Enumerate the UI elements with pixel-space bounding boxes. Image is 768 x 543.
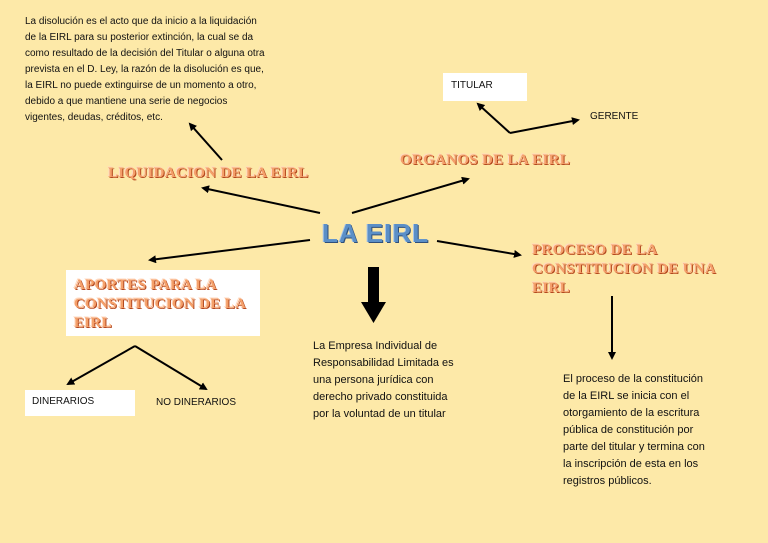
liquidacion-description: La disolución es el acto que da inicio a la liquidación de la EIRL para su posterior extinción, la cual se da como resultado de la decisión del Titular o alguna otra prevista en el D. Ley, la razón de la disolución es que, la EIRL no puede extinguirse de un momento a otro, debido a que mantiene una serie de negocios vigentes, deudas, créditos, etc. bbox=[25, 16, 265, 123]
arrow-to-liquidacion-text bbox=[190, 124, 222, 160]
proceso-description: El proceso de la constitución de la EIRL se inicia con el otorgamiento de la escritura pública de constitución por parte del titular y termina con la inscripción de esta en los registros públicos. bbox=[563, 373, 705, 487]
arrow-to-dinerarios bbox=[68, 346, 135, 384]
aportes-box bbox=[66, 270, 260, 336]
aportes-heading: APORTES PARA LA CONSTITUCION DE LA EIRL bbox=[74, 277, 246, 331]
arrow-to-no-dinerarios bbox=[135, 346, 206, 389]
proceso-heading: PROCESO DE LA CONSTITUCION DE UNA EIRL bbox=[532, 242, 716, 296]
arrow-to-aportes bbox=[150, 240, 310, 260]
arrow-to-proceso bbox=[437, 241, 520, 255]
dinerarios-label: DINERARIOS bbox=[32, 396, 95, 407]
arrow-to-organos bbox=[352, 179, 468, 213]
page-title: LA EIRL bbox=[322, 218, 430, 248]
gerente-label: GERENTE bbox=[590, 111, 639, 122]
definicion-text: La Empresa Individual de Responsabilidad Limitada es una persona jurídica con derecho privado constituida por la voluntad de un titular bbox=[313, 340, 454, 420]
organos-heading: ORGANOS DE LA EIRL bbox=[400, 152, 571, 168]
arrow-to-titular bbox=[478, 104, 510, 133]
down-arrow-icon bbox=[361, 267, 386, 323]
titular-label: TITULAR bbox=[451, 80, 493, 91]
titular-box bbox=[443, 73, 527, 101]
no-dinerarios-label: NO DINERARIOS bbox=[156, 397, 237, 408]
liquidacion-heading: LIQUIDACION DE LA EIRL bbox=[108, 165, 309, 181]
arrow-to-liquidacion bbox=[203, 188, 320, 213]
dinerarios-box bbox=[25, 390, 135, 416]
arrow-to-gerente bbox=[510, 120, 578, 133]
